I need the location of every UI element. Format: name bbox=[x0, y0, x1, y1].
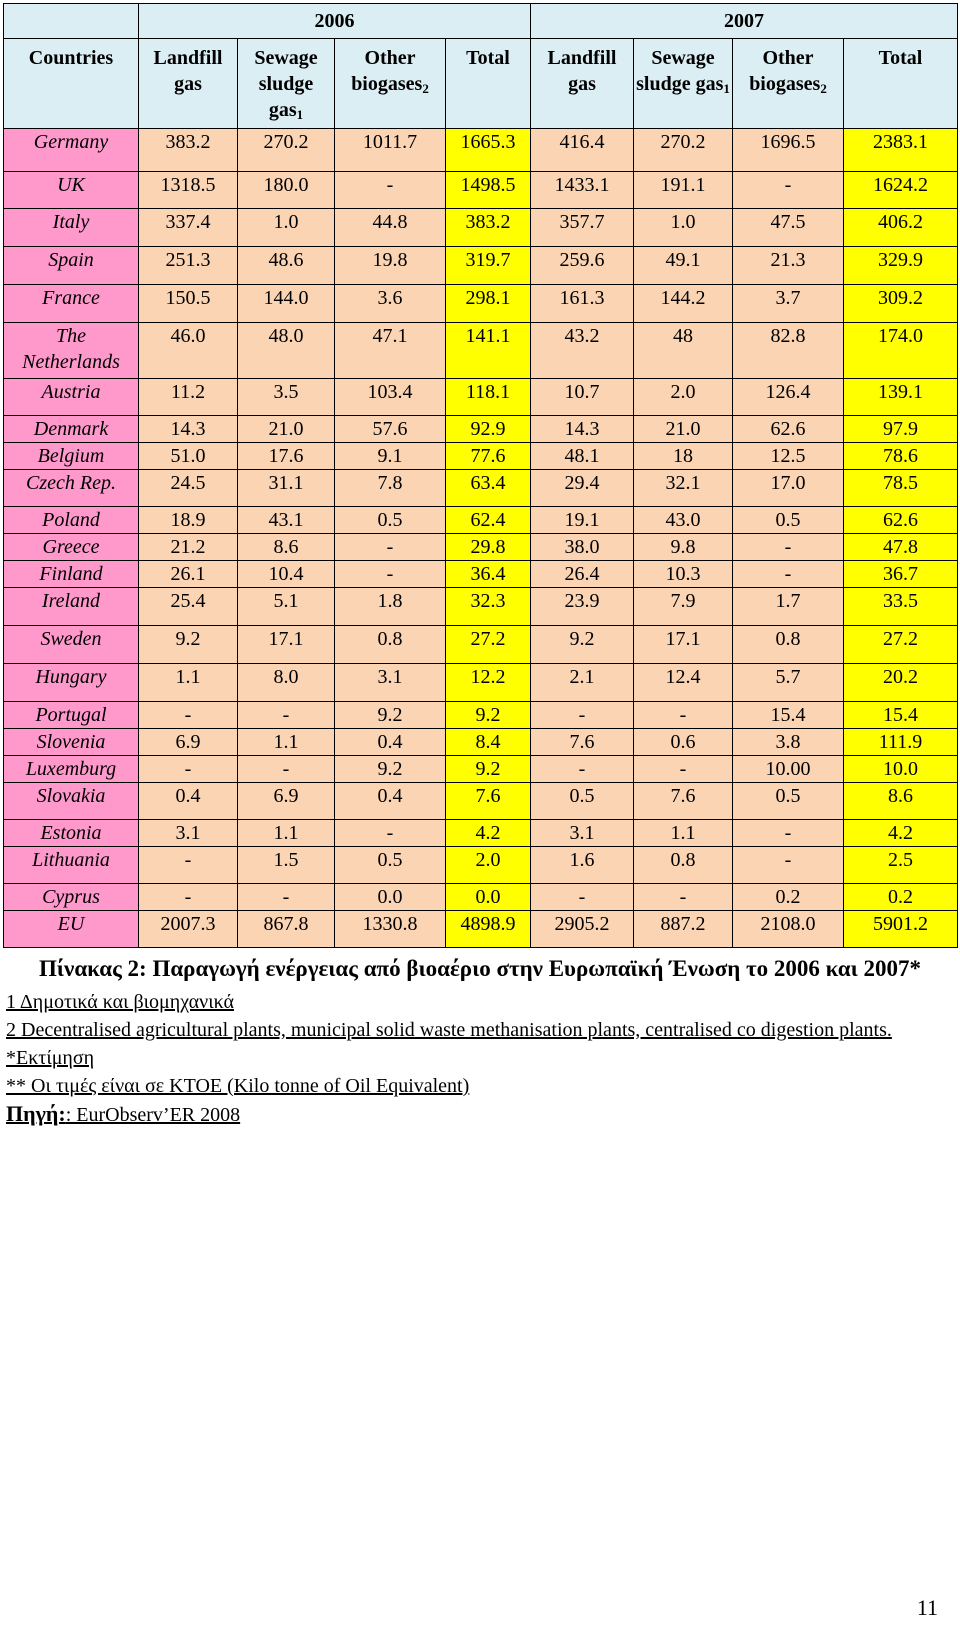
value-cell: 9.8 bbox=[634, 534, 733, 561]
value-cell: 1696.5 bbox=[733, 129, 844, 172]
country-cell: Cyprus bbox=[4, 884, 139, 911]
value-cell: 3.1 bbox=[335, 664, 446, 702]
value-cell: 337.4 bbox=[139, 209, 238, 247]
year-2006: 2006 bbox=[139, 4, 531, 39]
total-cell: 118.1 bbox=[446, 379, 531, 416]
value-cell: 103.4 bbox=[335, 379, 446, 416]
total-cell: 8.4 bbox=[446, 729, 531, 756]
total-cell: 27.2 bbox=[844, 626, 958, 664]
value-cell: 8.0 bbox=[238, 664, 335, 702]
table-row bbox=[4, 507, 958, 534]
header-countries: Countries bbox=[4, 39, 139, 129]
value-cell: 126.4 bbox=[733, 379, 844, 416]
table-row bbox=[4, 534, 958, 561]
country-cell: Belgium bbox=[4, 443, 139, 470]
value-cell: 383.2 bbox=[139, 129, 238, 172]
header-other-2006: Other biogases$_2$ bbox=[335, 39, 446, 129]
value-cell: - bbox=[634, 884, 733, 911]
value-cell: - bbox=[238, 756, 335, 783]
total-cell: 47.8 bbox=[844, 534, 958, 561]
value-cell: 1.8 bbox=[335, 588, 446, 626]
table-row bbox=[4, 664, 958, 702]
header-sewage-2007: Sewage sludge gas$_1$ bbox=[634, 39, 733, 129]
total-cell: 329.9 bbox=[844, 247, 958, 285]
value-cell: 24.5 bbox=[139, 470, 238, 507]
value-cell: 0.4 bbox=[139, 783, 238, 820]
total-cell: 309.2 bbox=[844, 285, 958, 323]
value-cell: 1.5 bbox=[238, 847, 335, 884]
value-cell: - bbox=[733, 534, 844, 561]
value-cell: 38.0 bbox=[531, 534, 634, 561]
table-row bbox=[4, 285, 958, 323]
source-value: : EurObserv’ER 2008 bbox=[65, 1104, 241, 1126]
value-cell: 14.3 bbox=[139, 416, 238, 443]
value-cell: 48.1 bbox=[531, 443, 634, 470]
value-cell: 0.2 bbox=[733, 884, 844, 911]
value-cell: 867.8 bbox=[238, 911, 335, 948]
value-cell: - bbox=[531, 702, 634, 729]
country-cell: The Netherlands bbox=[4, 323, 139, 379]
total-cell: 36.4 bbox=[446, 561, 531, 588]
value-cell: 2905.2 bbox=[531, 911, 634, 948]
value-cell: 0.6 bbox=[634, 729, 733, 756]
table-row bbox=[4, 470, 958, 507]
header-landfill-2007: Landfill gas bbox=[531, 39, 634, 129]
value-cell: 0.5 bbox=[733, 507, 844, 534]
total-cell: 20.2 bbox=[844, 664, 958, 702]
country-cell: Sweden bbox=[4, 626, 139, 664]
footnote-2: 2 Decentralised agricultural plants, municipal solid waste methanisation plants, centralised co digestion plants. bbox=[6, 1019, 892, 1041]
value-cell: 0.5 bbox=[531, 783, 634, 820]
value-cell: 21.0 bbox=[238, 416, 335, 443]
country-cell: EU bbox=[4, 911, 139, 948]
year-2007: 2007 bbox=[531, 4, 958, 39]
value-cell: 2007.3 bbox=[139, 911, 238, 948]
value-cell: 1.0 bbox=[634, 209, 733, 247]
value-cell: 12.4 bbox=[634, 664, 733, 702]
value-cell: 43.0 bbox=[634, 507, 733, 534]
country-cell: France bbox=[4, 285, 139, 323]
biogas-table bbox=[3, 3, 958, 948]
table-row bbox=[4, 783, 958, 820]
value-cell: 19.1 bbox=[531, 507, 634, 534]
value-cell: 0.8 bbox=[634, 847, 733, 884]
total-cell: 2383.1 bbox=[844, 129, 958, 172]
value-cell: 270.2 bbox=[634, 129, 733, 172]
table-row bbox=[4, 379, 958, 416]
table-row bbox=[4, 702, 958, 729]
country-cell: Czech Rep. bbox=[4, 470, 139, 507]
footnote-estimate: *Εκτίμηση bbox=[6, 1047, 95, 1069]
total-cell: 406.2 bbox=[844, 209, 958, 247]
value-cell: - bbox=[733, 561, 844, 588]
table-row bbox=[4, 209, 958, 247]
header-landfill-2006: Landfill gas bbox=[139, 39, 238, 129]
value-cell: 17.1 bbox=[238, 626, 335, 664]
source-line bbox=[6, 1100, 957, 1129]
country-cell: Germany bbox=[4, 129, 139, 172]
value-cell: 21.3 bbox=[733, 247, 844, 285]
value-cell: 29.4 bbox=[531, 470, 634, 507]
country-cell: Austria bbox=[4, 379, 139, 416]
table-row bbox=[4, 172, 958, 209]
value-cell: - bbox=[139, 702, 238, 729]
value-cell: 2.1 bbox=[531, 664, 634, 702]
value-cell: 26.1 bbox=[139, 561, 238, 588]
value-cell: 1.0 bbox=[238, 209, 335, 247]
value-cell: 9.2 bbox=[335, 756, 446, 783]
value-cell: 180.0 bbox=[238, 172, 335, 209]
total-cell: 139.1 bbox=[844, 379, 958, 416]
table-row bbox=[4, 247, 958, 285]
value-cell: - bbox=[139, 884, 238, 911]
value-cell: 23.9 bbox=[531, 588, 634, 626]
total-cell: 2.0 bbox=[446, 847, 531, 884]
total-cell: 27.2 bbox=[446, 626, 531, 664]
value-cell: 21.2 bbox=[139, 534, 238, 561]
value-cell: 251.3 bbox=[139, 247, 238, 285]
header-total-2007: Total bbox=[844, 39, 958, 129]
value-cell: 7.8 bbox=[335, 470, 446, 507]
total-cell: 9.2 bbox=[446, 702, 531, 729]
value-cell: 51.0 bbox=[139, 443, 238, 470]
value-cell: 416.4 bbox=[531, 129, 634, 172]
total-cell: 4.2 bbox=[844, 820, 958, 847]
country-cell: Lithuania bbox=[4, 847, 139, 884]
value-cell: 270.2 bbox=[238, 129, 335, 172]
table-row bbox=[4, 756, 958, 783]
value-cell: 17.0 bbox=[733, 470, 844, 507]
value-cell: 10.3 bbox=[634, 561, 733, 588]
value-cell: 3.7 bbox=[733, 285, 844, 323]
table-row bbox=[4, 911, 958, 948]
value-cell: 48 bbox=[634, 323, 733, 379]
value-cell: 18 bbox=[634, 443, 733, 470]
country-cell: Slovakia bbox=[4, 783, 139, 820]
total-cell: 15.4 bbox=[844, 702, 958, 729]
value-cell: 1.6 bbox=[531, 847, 634, 884]
value-cell: - bbox=[733, 172, 844, 209]
value-cell: 9.1 bbox=[335, 443, 446, 470]
year-header-row bbox=[4, 4, 958, 39]
value-cell: 26.4 bbox=[531, 561, 634, 588]
table-row bbox=[4, 443, 958, 470]
value-cell: - bbox=[733, 820, 844, 847]
value-cell: - bbox=[238, 702, 335, 729]
table-caption: Πίνακας 2: Παραγωγή ενέργειας από βιοαέριο στην Ευρωπαϊκή Ένωση το 2006 και 2007* bbox=[39, 956, 921, 981]
value-cell: 12.5 bbox=[733, 443, 844, 470]
value-cell: 14.3 bbox=[531, 416, 634, 443]
value-cell: 2108.0 bbox=[733, 911, 844, 948]
value-cell: 150.5 bbox=[139, 285, 238, 323]
total-cell: 62.4 bbox=[446, 507, 531, 534]
total-cell: 8.6 bbox=[844, 783, 958, 820]
country-cell: Hungary bbox=[4, 664, 139, 702]
source-label: Πηγή: bbox=[6, 1101, 66, 1126]
total-cell: 141.1 bbox=[446, 323, 531, 379]
table-row bbox=[4, 129, 958, 172]
country-cell: Ireland bbox=[4, 588, 139, 626]
value-cell: - bbox=[634, 702, 733, 729]
total-cell: 32.3 bbox=[446, 588, 531, 626]
value-cell: 6.9 bbox=[238, 783, 335, 820]
value-cell: 0.5 bbox=[335, 507, 446, 534]
value-cell: 44.8 bbox=[335, 209, 446, 247]
value-cell: 9.2 bbox=[531, 626, 634, 664]
table-row bbox=[4, 588, 958, 626]
value-cell: 259.6 bbox=[531, 247, 634, 285]
value-cell: 5.1 bbox=[238, 588, 335, 626]
value-cell: 0.8 bbox=[733, 626, 844, 664]
footnote-1: 1 Δημοτικά και βιομηχανικά bbox=[6, 991, 234, 1013]
total-cell: 9.2 bbox=[446, 756, 531, 783]
header-total-2006: Total bbox=[446, 39, 531, 129]
column-header-row bbox=[4, 39, 958, 129]
value-cell: 10.4 bbox=[238, 561, 335, 588]
total-cell: 7.6 bbox=[446, 783, 531, 820]
total-cell: 77.6 bbox=[446, 443, 531, 470]
total-cell: 0.2 bbox=[844, 884, 958, 911]
value-cell: 43.1 bbox=[238, 507, 335, 534]
country-cell: Spain bbox=[4, 247, 139, 285]
total-cell: 1624.2 bbox=[844, 172, 958, 209]
value-cell: 6.9 bbox=[139, 729, 238, 756]
table-body bbox=[4, 129, 958, 948]
value-cell: - bbox=[733, 847, 844, 884]
total-cell: 4898.9 bbox=[446, 911, 531, 948]
value-cell: 10.00 bbox=[733, 756, 844, 783]
total-cell: 319.7 bbox=[446, 247, 531, 285]
value-cell: - bbox=[634, 756, 733, 783]
value-cell: 3.1 bbox=[139, 820, 238, 847]
total-cell: 1498.5 bbox=[446, 172, 531, 209]
value-cell: 0.4 bbox=[335, 783, 446, 820]
table-row bbox=[4, 323, 958, 379]
country-cell: Estonia bbox=[4, 820, 139, 847]
value-cell: 0.0 bbox=[335, 884, 446, 911]
value-cell: 62.6 bbox=[733, 416, 844, 443]
value-cell: - bbox=[238, 884, 335, 911]
value-cell: 49.1 bbox=[634, 247, 733, 285]
value-cell: 7.6 bbox=[634, 783, 733, 820]
value-cell: 8.6 bbox=[238, 534, 335, 561]
value-cell: 82.8 bbox=[733, 323, 844, 379]
value-cell: 144.2 bbox=[634, 285, 733, 323]
total-cell: 78.6 bbox=[844, 443, 958, 470]
table-row bbox=[4, 416, 958, 443]
value-cell: 21.0 bbox=[634, 416, 733, 443]
value-cell: 1330.8 bbox=[335, 911, 446, 948]
country-cell: UK bbox=[4, 172, 139, 209]
value-cell: - bbox=[531, 884, 634, 911]
value-cell: 57.6 bbox=[335, 416, 446, 443]
value-cell: 357.7 bbox=[531, 209, 634, 247]
header-other-2007: Other biogases$_2$ bbox=[733, 39, 844, 129]
country-cell: Denmark bbox=[4, 416, 139, 443]
value-cell: 7.6 bbox=[531, 729, 634, 756]
value-cell: 32.1 bbox=[634, 470, 733, 507]
total-cell: 78.5 bbox=[844, 470, 958, 507]
corner-cell bbox=[4, 4, 139, 39]
value-cell: 1011.7 bbox=[335, 129, 446, 172]
value-cell: - bbox=[335, 820, 446, 847]
table-row bbox=[4, 847, 958, 884]
total-cell: 4.2 bbox=[446, 820, 531, 847]
value-cell: 17.6 bbox=[238, 443, 335, 470]
value-cell: 19.8 bbox=[335, 247, 446, 285]
value-cell: 0.4 bbox=[335, 729, 446, 756]
value-cell: 3.1 bbox=[531, 820, 634, 847]
total-cell: 33.5 bbox=[844, 588, 958, 626]
value-cell: 9.2 bbox=[335, 702, 446, 729]
total-cell: 111.9 bbox=[844, 729, 958, 756]
country-cell: Luxemburg bbox=[4, 756, 139, 783]
country-cell: Finland bbox=[4, 561, 139, 588]
value-cell: 47.1 bbox=[335, 323, 446, 379]
table-row bbox=[4, 561, 958, 588]
table-row bbox=[4, 820, 958, 847]
country-cell: Greece bbox=[4, 534, 139, 561]
total-cell: 29.8 bbox=[446, 534, 531, 561]
header-sewage-2006: Sewage sludge gas$_1$ bbox=[238, 39, 335, 129]
value-cell: - bbox=[335, 534, 446, 561]
value-cell: 31.1 bbox=[238, 470, 335, 507]
value-cell: 3.6 bbox=[335, 285, 446, 323]
total-cell: 298.1 bbox=[446, 285, 531, 323]
value-cell: 1318.5 bbox=[139, 172, 238, 209]
value-cell: 0.8 bbox=[335, 626, 446, 664]
value-cell: - bbox=[335, 172, 446, 209]
document-page bbox=[3, 3, 957, 1129]
value-cell: 9.2 bbox=[139, 626, 238, 664]
value-cell: 46.0 bbox=[139, 323, 238, 379]
value-cell: 7.9 bbox=[634, 588, 733, 626]
value-cell: 3.5 bbox=[238, 379, 335, 416]
total-cell: 10.0 bbox=[844, 756, 958, 783]
value-cell: - bbox=[335, 561, 446, 588]
value-cell: 48.6 bbox=[238, 247, 335, 285]
value-cell: 2.0 bbox=[634, 379, 733, 416]
total-cell: 63.4 bbox=[446, 470, 531, 507]
table-row bbox=[4, 729, 958, 756]
value-cell: 1.1 bbox=[238, 729, 335, 756]
value-cell: 17.1 bbox=[634, 626, 733, 664]
total-cell: 2.5 bbox=[844, 847, 958, 884]
total-cell: 36.7 bbox=[844, 561, 958, 588]
value-cell: 25.4 bbox=[139, 588, 238, 626]
value-cell: 10.7 bbox=[531, 379, 634, 416]
country-cell: Portugal bbox=[4, 702, 139, 729]
value-cell: 1.1 bbox=[634, 820, 733, 847]
value-cell: 43.2 bbox=[531, 323, 634, 379]
value-cell: 18.9 bbox=[139, 507, 238, 534]
total-cell: 174.0 bbox=[844, 323, 958, 379]
value-cell: 5.7 bbox=[733, 664, 844, 702]
value-cell: 15.4 bbox=[733, 702, 844, 729]
total-cell: 1665.3 bbox=[446, 129, 531, 172]
country-cell: Italy bbox=[4, 209, 139, 247]
total-cell: 92.9 bbox=[446, 416, 531, 443]
total-cell: 62.6 bbox=[844, 507, 958, 534]
value-cell: 1.1 bbox=[139, 664, 238, 702]
value-cell: - bbox=[139, 847, 238, 884]
value-cell: 11.2 bbox=[139, 379, 238, 416]
value-cell: 887.2 bbox=[634, 911, 733, 948]
value-cell: 3.8 bbox=[733, 729, 844, 756]
value-cell: 1.7 bbox=[733, 588, 844, 626]
page-number: 11 bbox=[916, 1595, 938, 1620]
table-row bbox=[4, 626, 958, 664]
footnote-units: ** Οι τιμές είναι σε KTOE (Kilo tonne of Oil Equivalent) bbox=[6, 1075, 470, 1097]
value-cell: 0.5 bbox=[733, 783, 844, 820]
value-cell: 144.0 bbox=[238, 285, 335, 323]
total-cell: 97.9 bbox=[844, 416, 958, 443]
country-cell: Poland bbox=[4, 507, 139, 534]
value-cell: 161.3 bbox=[531, 285, 634, 323]
total-cell: 0.0 bbox=[446, 884, 531, 911]
total-cell: 383.2 bbox=[446, 209, 531, 247]
value-cell: 47.5 bbox=[733, 209, 844, 247]
value-cell: 191.1 bbox=[634, 172, 733, 209]
total-cell: 5901.2 bbox=[844, 911, 958, 948]
value-cell: - bbox=[531, 756, 634, 783]
country-cell: Slovenia bbox=[4, 729, 139, 756]
value-cell: - bbox=[139, 756, 238, 783]
value-cell: 1.1 bbox=[238, 820, 335, 847]
value-cell: 0.5 bbox=[335, 847, 446, 884]
value-cell: 48.0 bbox=[238, 323, 335, 379]
total-cell: 12.2 bbox=[446, 664, 531, 702]
value-cell: 1433.1 bbox=[531, 172, 634, 209]
table-row bbox=[4, 884, 958, 911]
